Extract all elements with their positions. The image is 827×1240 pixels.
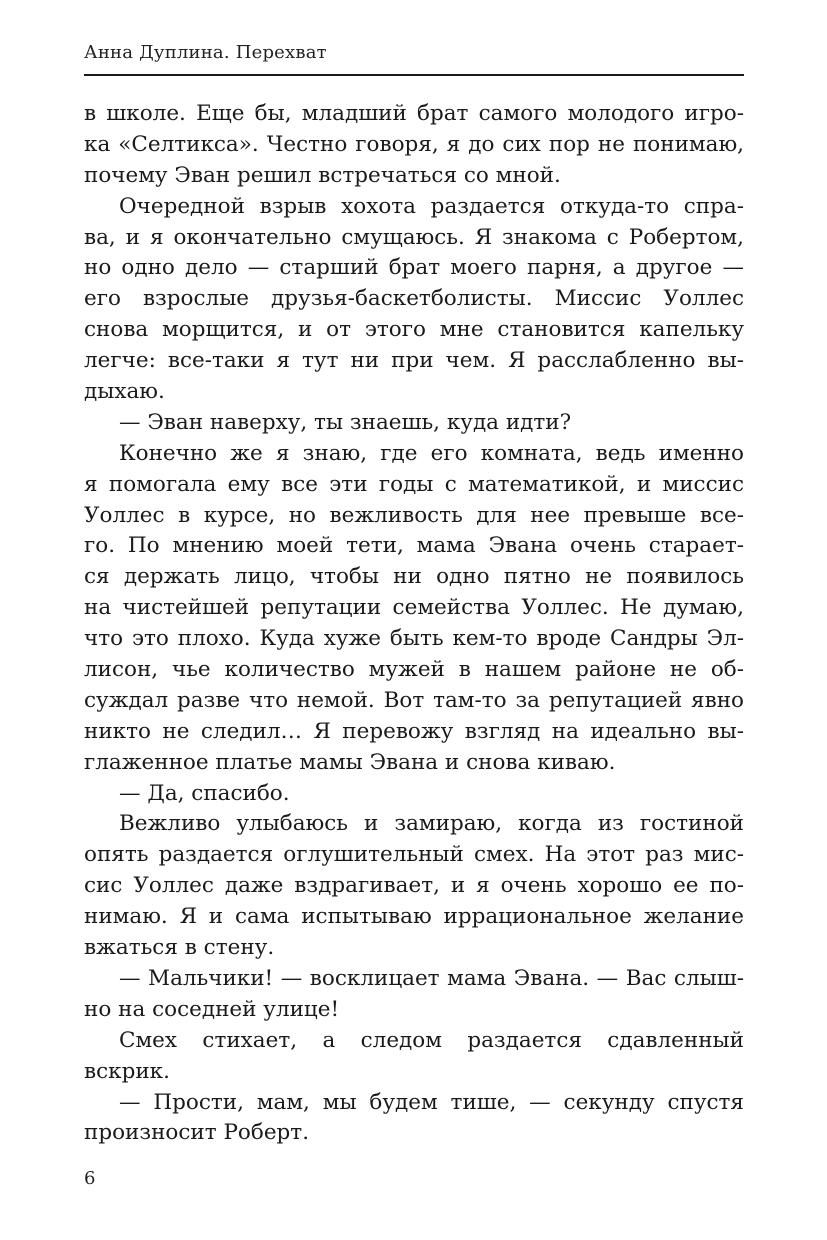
text-line: го. По мнению моей тети, мама Эвана очень старает- bbox=[84, 533, 744, 559]
text-line: Вежливо улыбаюсь и замираю, когда из гостиной bbox=[119, 811, 744, 837]
text-line: суждал разве что немой. Вот там-то за репутацией явно bbox=[84, 687, 744, 713]
header-rule bbox=[84, 74, 744, 76]
text-line: но одно дело — старший брат моего парня, а другое — bbox=[84, 255, 744, 281]
text-line: вжаться в стену. bbox=[84, 935, 275, 961]
text-line: вскрик. bbox=[84, 1058, 170, 1084]
text-line: легче: все-таки я тут ни при чем. Я расслабленно вы- bbox=[84, 348, 744, 374]
text-line: глаженное платье мамы Эвана и снова киваю. bbox=[84, 749, 616, 775]
text-line: Смех стихает, а следом раздается сдавленный bbox=[119, 1027, 744, 1053]
text-line: ва, и я окончательно смущаюсь. Я знакома с Робертом, bbox=[84, 224, 744, 250]
text-line: в школе. Еще бы, младший брат самого молодого игро- bbox=[84, 101, 744, 126]
page-number: 6 bbox=[84, 1168, 96, 1189]
text-line: его взрослые друзья-баскетболисты. Миссис Уоллес bbox=[84, 286, 744, 312]
text-line: что это плохо. Куда хуже быть кем-то вроде Сандры Эл- bbox=[84, 626, 744, 652]
text-line: — Да, спасибо. bbox=[119, 780, 290, 806]
text-line: нимаю. Я и сама испытываю иррациональное желание bbox=[84, 904, 744, 930]
text-line: сис Уоллес даже вздрагивает, и я очень хорошо ее по- bbox=[84, 873, 744, 899]
text-line: — Мальчики! — восклицает мама Эвана. — Вас слыш- bbox=[119, 965, 744, 991]
text-line: дыхаю. bbox=[84, 379, 165, 405]
text-line: снова морщится, и от этого мне становится капельку bbox=[84, 317, 744, 343]
text-line: — Эван наверху, ты знаешь, куда идти? bbox=[119, 409, 572, 435]
text-line: почему Эван решил встречаться со мной. bbox=[84, 162, 561, 188]
text-line: лисон, чье количество мужей в нашем районе не об- bbox=[84, 657, 744, 683]
text-line: произносит Роберт. bbox=[84, 1120, 310, 1146]
text-line: Очередной взрыв хохота раздается откуда-то спра- bbox=[119, 193, 744, 219]
running-head: Анна Дуплина. Перехват bbox=[84, 42, 327, 63]
body-text bbox=[84, 99, 744, 1149]
text-line: ся держать лицо, чтобы ни одно пятно не появилось bbox=[84, 564, 744, 590]
text-line: я помогала ему все эти годы с математикой, и миссис bbox=[84, 471, 744, 497]
text-line: — Прости, мам, мы будем тише, — секунду спустя bbox=[119, 1089, 744, 1115]
text-line: Уоллес в курсе, но вежливость для нее превыше все- bbox=[84, 502, 744, 528]
text-line: но на соседней улице! bbox=[84, 996, 340, 1022]
text-line: никто не следил… Я перевожу взгляд на идеально вы- bbox=[84, 718, 744, 744]
text-line: на чистейшей репутации семейства Уоллес. Не думаю, bbox=[84, 595, 744, 621]
text-line: опять раздается оглушительный смех. На этот раз мис- bbox=[84, 842, 744, 868]
text-line: ка «Селтикса». Честно говоря, я до сих пор не понимаю, bbox=[84, 131, 744, 157]
text-line: Конечно же я знаю, где его комната, ведь именно bbox=[119, 440, 744, 466]
